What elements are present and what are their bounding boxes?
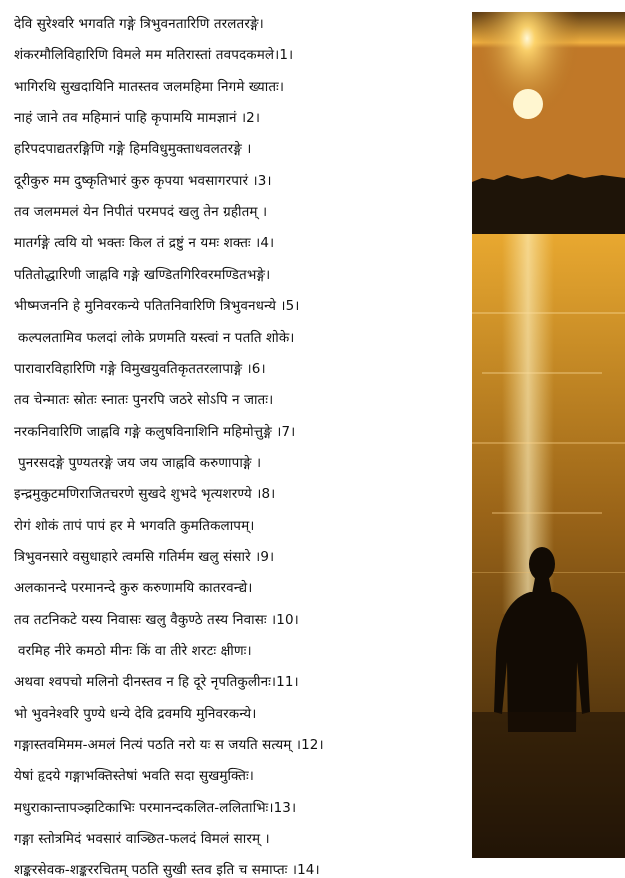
verse-line: पारावारविहारिणि गङ्गे विमुखयुवतिकृततरलापाङ्गे ।6। [14,360,266,377]
dark-water-foreground [472,712,625,858]
verse-line: कल्पलतामिव फलदां लोके प्रणमति यस्त्वां न पतति शोके। [18,329,295,346]
verse-line: गङ्गा स्तोत्रमिदं भवसारं वाञ्छित-फलदं विमलं सारम् । [14,831,270,848]
verse-line: पतितोद्धारिणी जाह्नवि गङ्गे खण्डितगिरिवरमण्डितभङ्गे। [14,266,271,283]
verse-line: हरिपदपाद्यतरङ्गिणि गङ्गे हिमविधुमुक्ताधवलतरङ्गे । [14,141,252,158]
verse-line: तव चेन्मातः स्रोतः स्नातः पुनरपि जठरे सोऽपि न जातः। [14,392,274,409]
verse-line: अथवा श्वपचो मलिनो दीनस्तव न हि दूरे नृपतिकुलीनः।11। [14,674,299,691]
verse-line: दूरीकुरु मम दुष्कृतिभारं कुरु कृपया भवसागरपारं ।3। [14,172,272,189]
verse-line: नरकनिवारिणि जाह्नवि गङ्गे कलुषविनाशिनि महिमोत्तुङ्गे ।7। [14,423,296,440]
verse-line: मातर्गङ्गे त्वयि यो भक्तः किल तं द्रष्टुं न यमः शक्तः ।4। [14,235,275,252]
sunset-river-photo [472,12,625,858]
verse-line: पुनरसदङ्गे पुण्यतरङ्गे जय जय जाह्नवि करुणापाङ्गे । [18,454,262,471]
verse-line: वरमिह नीरे कमठो मीनः किं वा तीरे शरटः क्षीणः। [18,643,252,659]
verse-line: गङ्गास्तवमिमम-अमलं नित्यं पठति नरो यः स जयति सत्यम् ।12। [14,737,324,754]
verse-line: देवि सुरेश्वरि भगवति गङ्गे त्रिभुवनतारिणि तरलतरङ्गे। [14,16,264,32]
photo-illustration [472,12,625,858]
verse-line: येषां हृदये गङ्गाभक्तिस्तेषां भवति सदा सुखमुक्तिः। [14,768,255,785]
verse-line: रोगं शोकं तापं पापं हर मे भगवति कुमतिकलापम्। [14,517,255,534]
verse-line: शङ्करसेवक-शङ्कररचितम् पठति सुखी स्तव इति च समाप्तः ।14। [14,862,320,878]
verse-line: तव तटनिकटे यस्य निवासः खलु वैकुण्ठे तस्य निवासः ।10। [14,611,299,628]
verse-line: मधुराकान्तापञ्झटिकाभिः परमानन्दकलित-ललिताभिः।13। [14,799,297,816]
treeline [472,174,625,234]
verse-line: भो भुवनेश्वरि पुण्ये धन्ये देवि द्रवमयि मुनिवरकन्ये। [14,705,257,722]
verse-line: भीष्मजननि हे मुनिवरकन्ये पतितनिवारिणि त्रिभुवनधन्ये ।5। [14,298,300,315]
verse-line: नाहं जाने तव महिमानं पाहि कृपामयि मामज्ञानं ।2। [14,110,261,127]
verse-line: तव जलममलं येन निपीतं परमपदं खलु तेन ग्रहीतम् । [14,204,268,221]
sun [513,89,543,119]
verse-line: भागिरथि सुखदायिनि मातस्तव जलमहिमा निगमे ख्यातः। [14,78,285,95]
verse-line: शंकरमौलिविहारिणि विमले मम मतिरास्तां तवपदकमले।1। [14,47,294,64]
verse-line: त्रिभुवनसारे वसुधाहारे त्वमसि गतिर्मम खलु संसारे ।9। [14,548,275,565]
verse-line: अलकानन्दे परमानन्दे कुरु करुणामयि कातरवन्द्ये। [14,580,253,597]
verse-line: इन्द्रमुकुटमणिराजितचरणे सुखदे शुभदे भृत्यशरण्ये ।8। [14,486,276,503]
